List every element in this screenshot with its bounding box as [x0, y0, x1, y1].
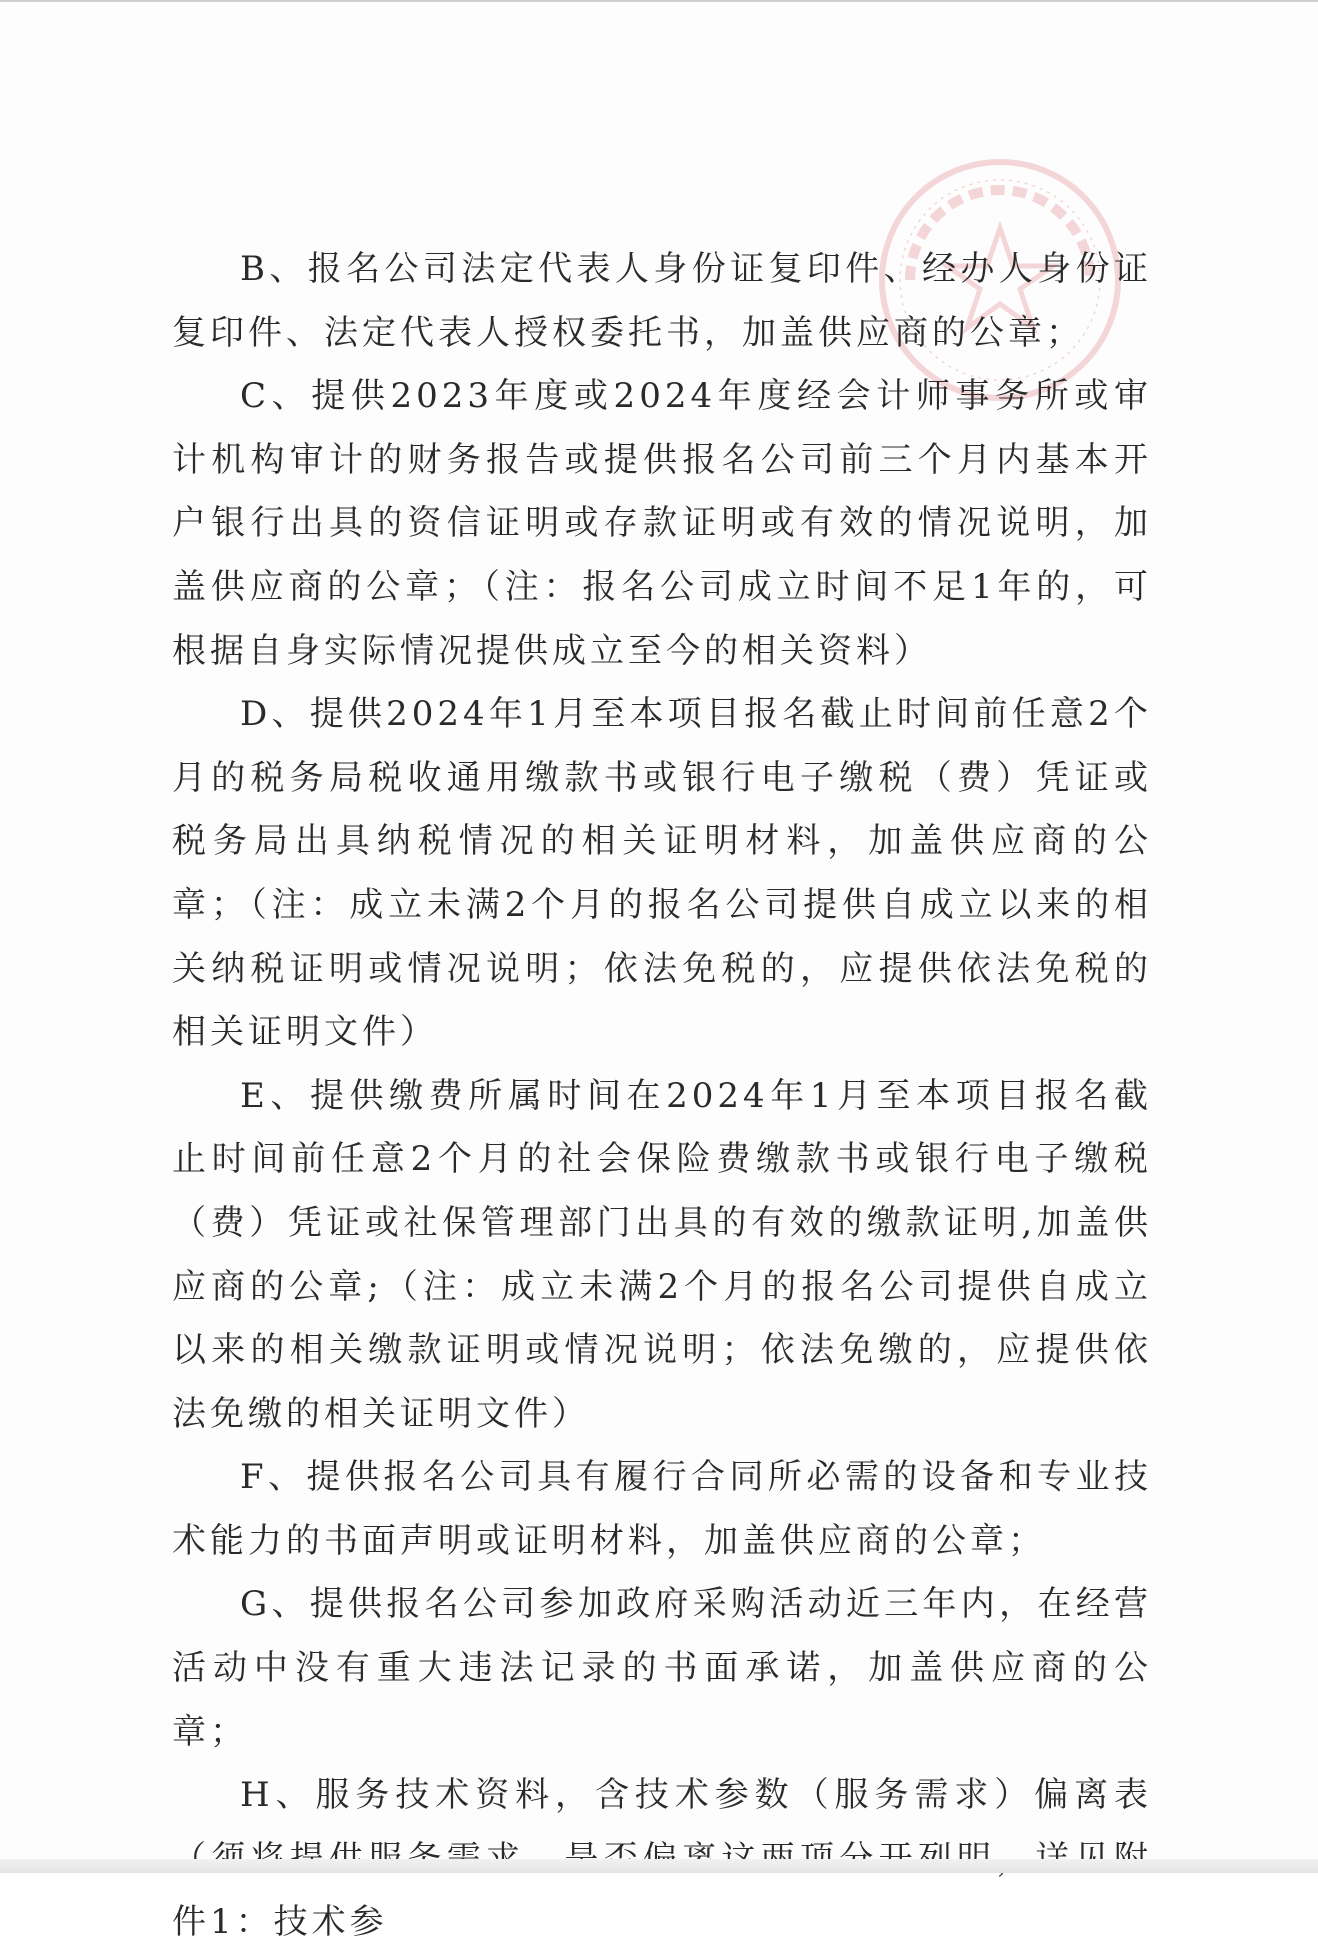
paragraph-c: C、提供2023年度或2024年度经会计师事务所或审计机构审计的财务报告或提供报名公司前三个月内基本开户银行出具的资信证明或存款证明或有效的情况说明，加盖供应商的公章；（注：报名公司成立时间不足1年的，可根据自身实际情况提供成立至今的相关资料）	[172, 376, 1152, 671]
paragraph-g: G、提供报名公司参加政府采购活动近三年内，在经营活动中没有重大违法记录的书面承诺，加盖供应商的公章；	[172, 1584, 1152, 1752]
page-bottom-edge	[0, 1859, 1318, 1873]
paragraph-e: E、提供缴费所属时间在2024年1月至本项目报名截止时间前任意2个月的社会保险费缴款书或银行电子缴税（费）凭证或社保管理部门出具的有效的缴款证明,加盖供应商的公章;（注：成立未满2个月的报名公司提供自成立以来的相关缴款证明或情况说明；依法免缴的，应提供依法免缴的相关证明文件）	[172, 1075, 1152, 1434]
paragraph-h: H、服务技术资料，含技术参数（服务需求）偏离表 件1：技术参	[172, 1775, 1152, 1943]
paragraph-d: D、提供2024年1月至本项目报名截止时间前任意2个月的税务局税收通用缴款书或银行电子缴税（费）凭证或税务局出具纳税情况的相关证明材料，加盖供应商的公章；（注：成立未满2个月的报名公司提供自成立以来的相关纳税证明或情况说明；依法免税的，应提供依法免税的相关证明文件）	[172, 694, 1152, 1053]
paragraph-b: B、报名公司法定代表人身份证复印件、经办人身份证复印件、法定代表人授权委托书，加盖供应商的公章；	[172, 249, 1152, 353]
page-top-edge	[0, 0, 1318, 2]
paragraph-f: F、提供报名公司具有履行合同所必需的设备和专业技术能力的书面声明或证明材料，加盖供应商的公章；	[172, 1457, 1152, 1561]
document-body	[172, 238, 1152, 1955]
